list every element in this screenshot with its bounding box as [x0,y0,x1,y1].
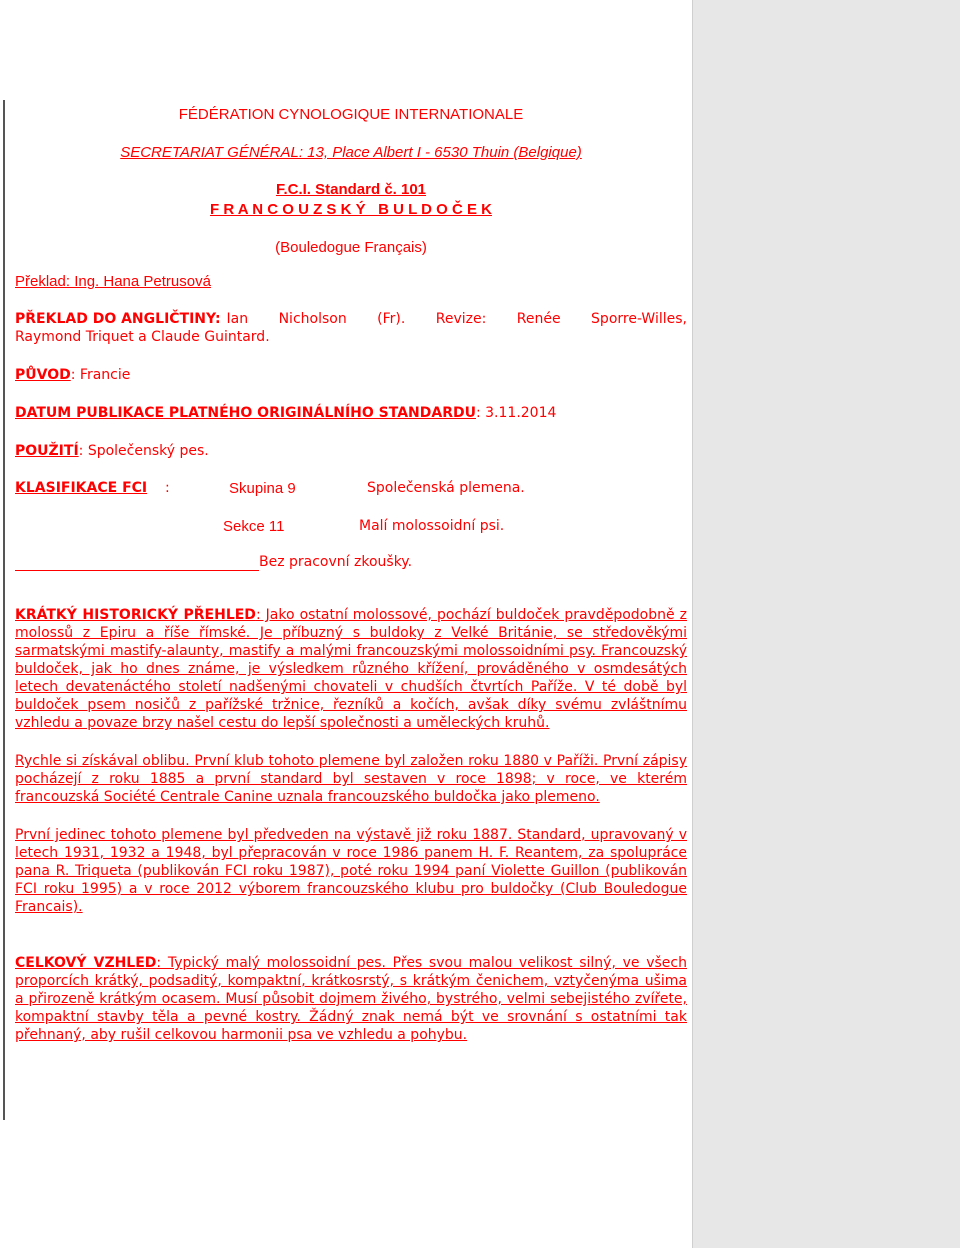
usage-value: : Společenský pes. [78,443,209,459]
change-bar [3,100,5,1120]
publication-label: DATUM PUBLIKACE PLATNÉHO ORIGINÁLNÍHO STANDARDU [15,405,476,421]
classification-section: Sekce 11 [223,518,285,535]
work-underline [15,554,259,571]
comment-margin-panel [692,0,960,1248]
classification-work: Bez pracovní zkoušky. [259,554,413,570]
standard-number: F.C.I. Standard č. 101 [275,181,427,198]
history-section [15,606,687,916]
origin-label: PŮVOD [15,367,71,383]
history-paragraph-1 [15,606,687,732]
publication-line [15,404,687,422]
history-paragraph-2: Rychle si získával oblibu. První klub tohoto plemene byl založen roku 1880 v Paříži. První zápisy pocházejí z roku 1885 a první standard byl sestaven v roce 1898; v roce, ve kterém francouzská Société Centrale Canine uznala francouzského buldočka jako plemeno. [15,753,687,805]
breed-name: F R A N C O U Z S K Ý B U L D O Č E K [210,201,492,218]
origin-value: : Francie [70,367,131,383]
general-appearance-label: CELKOVÝ VZHLED [15,955,157,971]
breed-name-fr: (Bouledogue Français) [275,239,427,256]
classification-group-name: Společenská plemena. [367,480,525,496]
classification-group: Skupina 9 [229,480,296,497]
document-body [15,104,687,1044]
general-appearance-section [15,954,687,1044]
classification-label: KLASIFIKACE FCI [15,480,148,496]
general-appearance-paragraph [15,954,687,1044]
classification-colon: : [165,480,170,496]
history-paragraph-3: První jedinec tohoto plemene byl předveden na výstavě již roku 1887. Standard, upravovaný v letech 1931, 1932 a 1948, byl přepracován v roce 1986 panem H. F. Reantem, za spolupráce pana R. Triqueta (publikován FCI roku 1987), poté roku 1994 paní Violette Guillon (publikován FCI roku 1995) a v roce 2012 výborem francouzského klubu pro buldočky (Club Bouledogue Francais). [15,827,687,915]
classification-work-row [15,554,687,572]
english-translation-label: PŘEKLAD DO ANGLIČTINY: [15,311,221,327]
general-appearance-text: : Typický malý molossoidní pes. Přes svou malou velikost silný, ve všech proporcích krátký, podsaditý, kompaktní, krátkosrstý, s krátkým čenichem, vztyčenýma ušima a přirozeně krátkým ocasem. Musí působit dojmem živého, bystrého, velmi sebejistého zvířete, kompaktní stavby těla a pevné kostry. Žádný znak nemá být ve srovnání s ostatními tak přehnaný, aby rušil celkovou harmonii psa ve vzhledu a pohybu. [15,955,687,1043]
english-translation [15,310,687,346]
history-text-1: : Jako ostatní molossové, pochází buldoček pravděpodobně z molossů z Epiru a říše římské. Je příbuzný s buldoky z Velké Británie, se středověkými sarmatskými mastify-alaunty, mastify a malými francouzskými molossoidními psy. Francouzský buldoček, jak ho dnes známe, je výsledkem různého křížení, prováděného v osmdesátých letech devatenáctého století nadšenými chovateli v chudších čtvrtích Paříže. V té době byl buldoček psem nosičů z pařížské tržnice, řezníků a kočích, avšak díky svému zvláštnímu vzhledu a povaze brzy našel cestu do lepší společnosti a uměleckých kruhů. [15,607,687,731]
classification-section-name: Malí molossoidní psi. [359,518,505,534]
english-translation-text: Ian Nicholson (Fr). Revize: Renée Sporre-Willes, [226,311,687,327]
usage-label: POUŽITÍ [15,443,79,459]
classification-section-row [15,518,687,536]
publication-value: : 3.11.2014 [475,405,557,421]
history-label: KRÁTKÝ HISTORICKÝ PŘEHLED [15,607,256,623]
secretariat-line: SECRETARIAT GÉNÉRAL: 13, Place Albert I - 6530 Thuin (Belgique) [120,144,582,161]
translator-line: Překlad: Ing. Hana Petrusová [15,273,211,290]
usage-line [15,442,687,460]
org-title: FÉDÉRATION CYNOLOGIQUE INTERNATIONALE [178,106,524,123]
origin-line [15,366,687,384]
classification-group-row [15,480,687,498]
english-translation-text-2: Raymond Triquet a Claude Guintard. [15,329,270,345]
